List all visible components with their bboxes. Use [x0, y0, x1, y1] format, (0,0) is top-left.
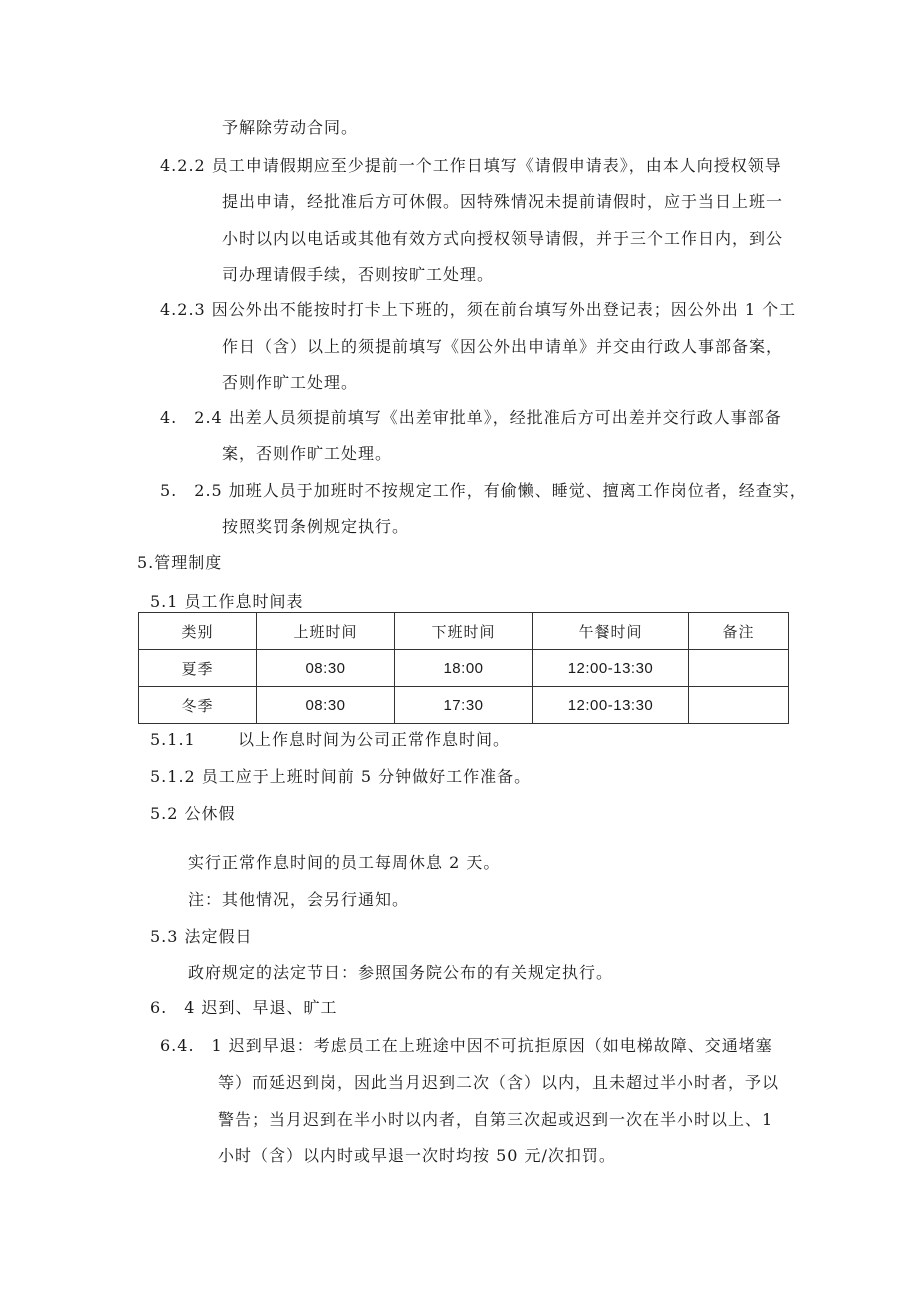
clause-4-2-1-tail: 予解除劳动合同。	[222, 118, 359, 137]
cell-remarks	[689, 650, 789, 687]
cell-season: 夏季	[139, 650, 257, 687]
section-5-title: 5.管理制度	[137, 553, 223, 572]
clause-5-1-2: 5.1.2 员工应于上班时间前 5 分钟做好工作准备。	[150, 767, 532, 786]
clause-6-4-1-line-3: 警告；当月迟到在半小时以内者，自第三次起或迟到一次在半小时以上、1	[218, 1110, 774, 1129]
table-row	[139, 650, 789, 687]
cell-lunch: 12:00-13:30	[533, 650, 689, 687]
table-row	[139, 687, 789, 724]
section-5-1-title: 5.1 员工作息时间表	[150, 592, 304, 611]
clause-4-2-3-line-3: 否则作旷工处理。	[222, 373, 359, 392]
cell-end: 17:30	[395, 687, 533, 724]
clause-4-2-4-line-1: 4. 2.4 出差人员须提前填写《出差审批单》，经批准后方可出差并交行政人事部备	[160, 408, 782, 427]
clause-6-4-1-line-1: 6.4. 1 迟到早退：考虑员工在上班途中因不可抗拒原因（如电梯故障、交通堵塞	[160, 1036, 773, 1055]
header-cell-end-time: 下班时间	[395, 613, 533, 650]
section-5-2-line-1: 实行正常作息时间的员工每周休息 2 天。	[188, 853, 501, 872]
clause-6-4-1-line-4: 小时（含）以内时或早退一次时均按 50 元/次扣罚。	[218, 1146, 616, 1165]
section-5-3-title: 5.3 法定假日	[150, 927, 253, 946]
schedule-table	[138, 612, 789, 724]
header-cell-start-time: 上班时间	[257, 613, 395, 650]
clause-5-1-1-text: 以上作息时间为公司正常作息时间。	[238, 730, 511, 749]
clause-4-2-2-line-1: 4.2.2 员工申请假期应至少提前一个工作日填写《请假申请表》，由本人向授权领导	[160, 156, 782, 175]
clause-4-2-2-line-4: 司办理请假手续，否则按旷工处理。	[222, 265, 495, 284]
clause-4-2-2-line-2: 提出申请，经批准后方可休假。因特殊情况未提前请假时，应于当日上班一	[222, 192, 784, 211]
cell-remarks	[689, 687, 789, 724]
cell-lunch: 12:00-13:30	[533, 687, 689, 724]
section-6-4-title: 6. 4 迟到、早退、旷工	[150, 998, 338, 1017]
section-5-3-line-1: 政府规定的法定节日：参照国务院公布的有关规定执行。	[188, 963, 614, 982]
clause-4-2-3-line-2: 作日（含）以上的须提前填写《因公外出申请单》并交由行政人事部备案，	[222, 337, 784, 356]
clause-4-2-2-line-3: 小时以内以电话或其他有效方式向授权领导请假，并于三个工作日内，到公	[222, 229, 784, 248]
clause-4-2-3-line-1: 4.2.3 因公外出不能按时打卡上下班的，须在前台填写外出登记表；因公外出 1 个工	[160, 300, 797, 319]
clause-4-2-4-line-2: 案，否则作旷工处理。	[222, 444, 393, 463]
header-cell-remarks: 备注	[689, 613, 789, 650]
cell-season: 冬季	[139, 687, 257, 724]
table-header-row	[139, 613, 789, 650]
cell-start: 08:30	[257, 687, 395, 724]
clause-6-4-1-line-2: 等）而延迟到岗，因此当月迟到二次（含）以内，且未超过半小时者，予以	[218, 1073, 780, 1092]
cell-start: 08:30	[257, 650, 395, 687]
section-5-2-title: 5.2 公休假	[150, 804, 236, 823]
header-cell-lunch-time: 午餐时间	[533, 613, 689, 650]
section-5-2-note: 注：其他情况，会另行通知。	[188, 890, 410, 909]
clause-4-2-5-line-2: 按照奖罚条例规定执行。	[222, 517, 410, 536]
clause-4-2-5-line-1: 5. 2.5 加班人员于加班时不按规定工作，有偷懒、睡觉、擅离工作岗位者，经查实，	[160, 481, 807, 500]
clause-5-1-1-number: 5.1.1	[150, 730, 196, 749]
cell-end: 18:00	[395, 650, 533, 687]
header-cell-category: 类别	[139, 613, 257, 650]
